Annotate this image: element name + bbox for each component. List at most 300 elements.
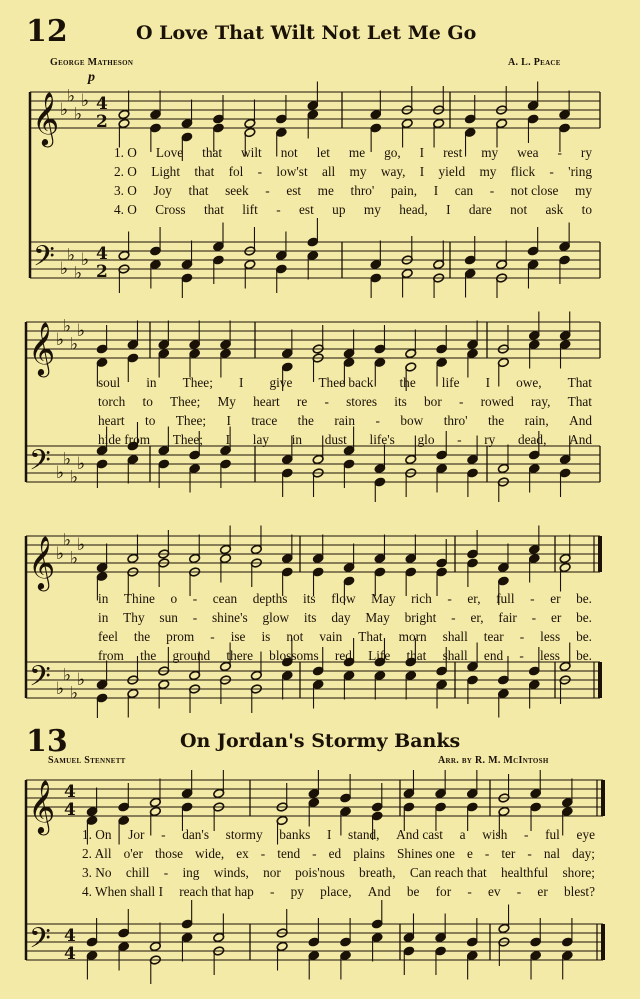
note [308, 797, 320, 826]
flat-icon: ♭ [74, 104, 83, 125]
lyric-syllable: let [316, 144, 330, 160]
treble-clef-icon: 𝄞 [32, 91, 60, 145]
lyric-syllable: I [433, 182, 439, 198]
note [497, 477, 509, 502]
lyric-syllable: prom [166, 628, 195, 644]
lyric-syllable: winds, [213, 864, 249, 880]
lyric-syllable: nal [543, 845, 561, 861]
flat-icon: ♭ [63, 530, 72, 551]
lyric-syllable: - [324, 393, 329, 409]
words-credit: George Matheson [50, 57, 134, 68]
lyric-syllable: - [457, 431, 462, 447]
note [343, 330, 355, 359]
lyric-syllable: - [519, 628, 525, 644]
lyric-syllable: not [510, 201, 528, 217]
hymn-title: On Jordan's Stormy Banks [180, 730, 461, 752]
lyric-syllable: ing [182, 864, 200, 880]
lyric-syllable: my [349, 163, 367, 179]
note [405, 670, 417, 699]
note [464, 268, 476, 297]
music-credit: Arr. by R. M. McIntosh [438, 755, 549, 766]
lyric-syllable: give [269, 374, 293, 390]
note [497, 544, 509, 573]
lyric-syllable: tear [483, 628, 504, 644]
flat-icon: ♭ [74, 263, 83, 284]
lyric-syllable: not [286, 628, 304, 644]
lyric-syllable: And [569, 412, 592, 428]
lyric-syllable: pois'nous [295, 864, 345, 880]
lyric-line [0, 412, 640, 429]
lyric-syllable: that [203, 201, 224, 217]
lyric-syllable: torch [98, 393, 126, 409]
lyric-syllable: wish [482, 826, 508, 842]
note [181, 932, 193, 961]
lyric-syllable: my [575, 182, 592, 198]
lyric-syllable: for [435, 883, 452, 899]
lyric-syllable: day [331, 609, 351, 625]
bass-clef-icon: 𝄢 [33, 240, 55, 280]
lyric-syllable: the [133, 628, 151, 644]
note [312, 679, 324, 708]
lyric-syllable: - [527, 845, 532, 861]
lyric-syllable: e [466, 845, 473, 861]
lyric-syllable: I [419, 163, 425, 179]
note [467, 321, 479, 350]
lyric-syllable: dead, [517, 431, 547, 447]
note [189, 535, 201, 564]
flat-icon: ♭ [81, 250, 90, 270]
note [307, 250, 319, 279]
lyric-syllable: o'er [123, 845, 143, 861]
lyric-syllable: - [163, 864, 169, 880]
lyric-syllable: wea [517, 144, 539, 160]
lyric-syllable: can [454, 182, 474, 198]
lyric-syllable: its [303, 590, 316, 606]
lyric-line [0, 374, 640, 391]
lyric-syllable: be. [576, 590, 592, 606]
lyric-syllable: Love [155, 144, 184, 160]
flat-icon: ♭ [60, 100, 69, 120]
lyric-syllable: I [238, 374, 244, 390]
lyric-syllable: re [296, 393, 308, 409]
note [528, 463, 540, 492]
lyric-syllable: a [459, 826, 466, 842]
note [220, 321, 232, 350]
flat-icon: ♭ [70, 548, 79, 569]
lyric-syllable: flow [331, 590, 356, 606]
note [86, 950, 98, 979]
lyric-syllable: Can reach that [409, 864, 487, 880]
lyric-syllable: I [446, 201, 451, 217]
lyric-syllable: Thine [123, 590, 155, 606]
time-signature-denominator: 4 [64, 800, 76, 821]
lyric-syllable: ev [488, 883, 501, 899]
lyric-syllable: hide from [98, 431, 151, 447]
lyric-syllable: dan's [182, 826, 210, 842]
note [374, 477, 386, 502]
note [275, 232, 287, 261]
flat-icon: ♭ [56, 544, 65, 564]
treble-clef-icon: 𝄞 [28, 779, 56, 833]
note [370, 241, 382, 270]
flat-icon: ♭ [70, 683, 79, 704]
lyric-syllable: my [363, 201, 381, 217]
music-system [0, 306, 640, 502]
lyric-syllable: shine's [212, 609, 248, 625]
lyric-syllable: low'st [276, 163, 308, 179]
hymn-title: O Love That Wilt Not Let Me Go [136, 22, 477, 44]
lyric-syllable: place, [320, 883, 352, 899]
lyric-line [0, 864, 640, 881]
lyric-line [0, 144, 640, 161]
note [127, 454, 139, 483]
lyric-syllable: rain, [524, 412, 549, 428]
flat-icon: ♭ [63, 665, 72, 686]
lyric-syllable: my [481, 144, 499, 160]
note [371, 932, 383, 961]
music-system [0, 78, 640, 298]
lyric-syllable: ray, [530, 393, 551, 409]
hymn-number: 13 [26, 724, 68, 759]
lyric-syllable: I [226, 412, 231, 428]
lyric-syllable: Life [368, 647, 391, 663]
lyric-syllable: to [581, 201, 592, 217]
flat-icon: ♭ [81, 91, 90, 111]
lyric-syllable: depths [252, 590, 288, 606]
lyric-line [0, 628, 640, 645]
lyric-syllable: o [170, 590, 178, 606]
lyric-syllable: - [257, 163, 263, 179]
lyric-syllable: May [365, 609, 390, 625]
lyric-syllable: And cast [396, 826, 444, 842]
lyric-syllable: be. [576, 647, 592, 663]
flat-icon: ♭ [67, 245, 76, 266]
note [497, 445, 509, 474]
lyric-syllable: be. [576, 628, 592, 644]
lyric-syllable: the [487, 412, 505, 428]
note [405, 330, 417, 359]
lyric-syllable: er, [470, 609, 484, 625]
note [370, 91, 382, 120]
lyric-syllable: the [297, 412, 314, 428]
lyric-syllable: blossoms [269, 647, 319, 663]
note [220, 553, 232, 582]
lyric-syllable: in [98, 609, 109, 625]
lyric-syllable: that [202, 144, 223, 160]
lyric-syllable: 3. No [82, 864, 112, 880]
treble-clef-icon: 𝄞 [28, 321, 56, 375]
note [371, 900, 383, 929]
note [127, 535, 139, 564]
time-signature-denominator: 4 [64, 944, 76, 965]
lyric-syllable: is [261, 628, 271, 644]
lyric-syllable: - [549, 163, 554, 179]
note [435, 770, 447, 799]
note [496, 241, 508, 270]
note [561, 779, 573, 808]
note [149, 955, 161, 984]
lyric-syllable: from [98, 647, 124, 663]
lyric-syllable: Shines one [396, 845, 455, 861]
note [150, 91, 162, 120]
time-signature-numerator: 4 [96, 94, 108, 115]
lyric-syllable: in [146, 374, 157, 390]
lyric-syllable: chill [125, 864, 150, 880]
lyric-syllable: My [217, 393, 236, 409]
lyric-syllable: 1. O [114, 144, 137, 160]
note [498, 905, 510, 934]
lyric-syllable: glo [417, 431, 435, 447]
note [212, 223, 224, 252]
lyric-syllable: er, [467, 590, 481, 606]
note [374, 535, 386, 564]
lyric-syllable: 2. O [114, 163, 137, 179]
lyric-syllable: - [451, 609, 456, 625]
note [250, 526, 262, 555]
lyric-syllable: yield [438, 163, 466, 179]
lyric-syllable: Thee; [172, 431, 204, 447]
note [528, 679, 540, 708]
note [405, 535, 417, 564]
lyric-syllable: That [358, 628, 383, 644]
lyric-syllable: ter [501, 845, 516, 861]
lyric-syllable: me [317, 182, 334, 198]
note [308, 770, 320, 799]
lyric-syllable: est [286, 182, 302, 198]
lyric-syllable: - [270, 883, 275, 899]
note [220, 526, 232, 555]
flat-icon: ♭ [56, 679, 65, 699]
lyric-syllable: plains [353, 845, 385, 861]
note [281, 670, 293, 699]
lyric-syllable: - [489, 182, 495, 198]
lyric-syllable: And [367, 883, 391, 899]
lyric-syllable: ry [484, 431, 496, 447]
lyric-syllable: less [540, 628, 561, 644]
note [528, 526, 540, 555]
lyric-syllable: healthful [500, 864, 549, 880]
note [403, 770, 415, 799]
note [307, 218, 319, 247]
lyric-syllable: dust [324, 431, 347, 447]
note [374, 670, 386, 699]
bass-clef-icon: 𝄢 [29, 922, 51, 962]
lyric-syllable: dare [468, 201, 492, 217]
note [528, 312, 540, 341]
lyric-syllable: tend [277, 845, 301, 861]
note [127, 321, 139, 350]
lyric-syllable: shall [442, 628, 468, 644]
lyric-syllable: fair [498, 609, 517, 625]
note [181, 273, 193, 298]
note [561, 950, 573, 979]
lyric-syllable: eye [576, 826, 595, 842]
lyric-syllable: the [140, 647, 157, 663]
lyric-syllable: thro' [350, 182, 375, 198]
note [158, 679, 170, 708]
lyric-syllable: 1. On [82, 826, 112, 842]
note [370, 273, 382, 298]
lyric-line [0, 826, 640, 843]
flat-icon: ♭ [70, 467, 79, 488]
lyric-syllable: er [550, 590, 561, 606]
lyric-line [0, 609, 640, 626]
lyric-syllable: end [483, 647, 504, 663]
lyric-syllable: rest [443, 144, 463, 160]
note [435, 914, 447, 943]
lyric-syllable: 3. O [114, 182, 137, 198]
lyric-syllable: its [394, 393, 407, 409]
lyric-syllable: - [516, 883, 522, 899]
note [149, 779, 161, 808]
lyric-syllable: Thee back [318, 374, 374, 390]
lyric-line [0, 590, 640, 607]
lyric-syllable: go, [384, 144, 401, 160]
words-credit: Samuel Stennett [48, 755, 126, 766]
note [181, 100, 193, 129]
lyric-syllable: - [161, 826, 166, 842]
lyric-syllable: - [265, 182, 270, 198]
lyric-syllable: ground [172, 647, 211, 663]
lyric-syllable: shall [442, 647, 468, 663]
lyric-syllable: Joy [153, 182, 172, 198]
note [527, 82, 539, 111]
note [307, 82, 319, 111]
note [244, 259, 256, 288]
note [530, 950, 542, 979]
lyric-syllable: heart [98, 412, 125, 428]
lyric-syllable: Thee; [170, 393, 201, 409]
lyric-syllable: life [441, 374, 460, 390]
bass-clef-icon: 𝄢 [29, 444, 51, 484]
lyric-syllable: - [375, 412, 380, 428]
lyric-syllable: 'ring [568, 163, 592, 179]
lyric-syllable: I [485, 374, 491, 390]
lyric-syllable: trace [251, 412, 278, 428]
music-credit: A. L. Peace [508, 57, 561, 68]
note [213, 770, 225, 799]
flat-icon: ♭ [77, 670, 86, 690]
lyric-line [0, 163, 640, 180]
note [497, 688, 509, 717]
note [158, 321, 170, 350]
lyric-syllable: ry [580, 144, 592, 160]
treble-clef-icon: 𝄞 [28, 535, 56, 589]
note [466, 770, 478, 799]
lyric-syllable: - [447, 590, 452, 606]
lyric-syllable: Light [151, 163, 181, 179]
lyric-syllable: up [332, 201, 346, 217]
lyric-syllable: Thy [123, 609, 145, 625]
note [312, 535, 324, 564]
note [189, 463, 201, 492]
lyric-syllable: be. [576, 609, 592, 625]
lyric-line [0, 182, 640, 199]
note [307, 109, 319, 138]
lyric-syllable: Thee; [182, 374, 213, 390]
lyric-syllable: way, [380, 163, 406, 179]
lyric-syllable: vain [319, 628, 343, 644]
lyric-syllable: bor [424, 393, 442, 409]
lyric-syllable: head, [399, 201, 428, 217]
lyric-syllable: red [334, 647, 352, 663]
flat-icon: ♭ [60, 259, 69, 279]
lyric-syllable: ful [545, 826, 560, 842]
lyric-syllable: I [225, 431, 231, 447]
lyric-syllable: ex [236, 845, 249, 861]
lyric-syllable: py [290, 883, 304, 899]
note [527, 259, 539, 288]
note [433, 241, 445, 270]
note [466, 950, 478, 979]
dynamic-marking: p [88, 70, 95, 85]
lyric-syllable: rich [411, 590, 432, 606]
flat-icon: ♭ [56, 330, 65, 350]
lyric-syllable: 4. O [114, 201, 137, 217]
note [343, 544, 355, 573]
note [374, 445, 386, 474]
lyric-syllable: Thee; [175, 412, 207, 428]
lyric-syllable: May [371, 590, 396, 606]
lyric-syllable: me [348, 144, 366, 160]
lyric-syllable: wide, [195, 845, 225, 861]
lyric-syllable: - [276, 201, 281, 217]
lyric-syllable: - [458, 393, 464, 409]
lyric-syllable: day; [572, 845, 595, 861]
lyric-syllable: ise [230, 628, 246, 644]
lyric-syllable: heart [253, 393, 280, 409]
lyric-syllable: that [188, 182, 209, 198]
lyric-syllable: 2. All [82, 845, 112, 861]
note [559, 535, 571, 564]
note [213, 914, 225, 943]
lyric-syllable: in [291, 431, 303, 447]
lyric-line [0, 647, 640, 664]
note [189, 321, 201, 350]
note [96, 661, 108, 690]
note [403, 914, 415, 943]
note [436, 679, 448, 708]
lyric-syllable: glow [262, 609, 290, 625]
note [436, 463, 448, 492]
lyric-syllable: flick [510, 163, 536, 179]
lyric-syllable: lift [242, 201, 258, 217]
note [149, 923, 161, 952]
note [96, 693, 108, 718]
lyric-syllable: life's [369, 431, 395, 447]
lyric-syllable: - [467, 883, 472, 899]
note [559, 562, 571, 591]
note [96, 544, 108, 573]
lyric-syllable: er [537, 883, 548, 899]
note [343, 670, 355, 699]
note [118, 232, 130, 261]
note [118, 941, 130, 970]
note [530, 770, 542, 799]
lyric-syllable: bow [400, 412, 424, 428]
note [308, 950, 320, 979]
lyric-syllable: pain, [390, 182, 418, 198]
note [528, 339, 540, 368]
lyric-syllable: morn [398, 628, 427, 644]
lyric-syllable: I [326, 826, 332, 842]
lyric-syllable: - [192, 590, 198, 606]
lyric-syllable: cean [212, 590, 238, 606]
lyric-syllable: - [519, 647, 524, 663]
lyric-line [0, 883, 640, 900]
lyric-syllable: owe, [516, 374, 542, 390]
note [244, 100, 256, 129]
